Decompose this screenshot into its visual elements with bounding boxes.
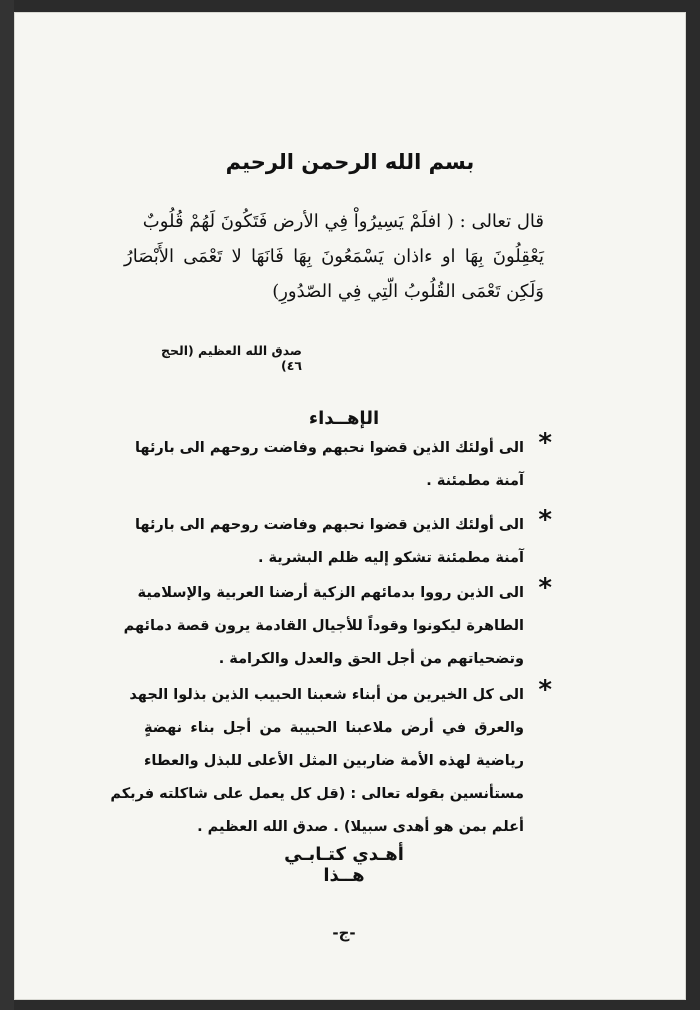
dedication-item bbox=[123, 573, 552, 676]
asterisk-bullet: * bbox=[538, 428, 552, 458]
dedication-line: أعلم بمن هو أهدى سبيلا) . صدق الله العظيم . bbox=[197, 819, 524, 835]
dedication-item bbox=[110, 675, 552, 844]
dedication-line: آمنة مطمئنة تشكو إليه ظلم البشرية . bbox=[257, 550, 524, 566]
verse-source: صدق الله العظيم (الحج ٤٦) bbox=[160, 343, 302, 373]
dedication-line: آمنة مطمئنة . bbox=[426, 473, 524, 489]
verse-line: يَعْقِلُونَ بِهَا او ءاذان يَسْمَعُونَ بِهَا فَانَهَا لا تَعْمَى الأَبْصَارُ bbox=[124, 246, 544, 267]
dedication-line: الى أولئك الذين قضوا نحبهم وفاضت روحهم الى بارئها bbox=[134, 517, 524, 533]
verse-line: قال تعالى : ( افلَمْ يَسِيرُواْ فِي الأرض فَتَكُونَ لَهُمْ قُلُوبٌ bbox=[142, 211, 544, 232]
scan-border bbox=[0, 0, 14, 1010]
quran-verse bbox=[124, 204, 544, 309]
dedication-title: الإهــداء bbox=[308, 408, 380, 429]
dedication-line: وتضحياتهم من أجل الحق والعدل والكرامة . bbox=[218, 651, 524, 667]
document-page bbox=[14, 12, 686, 1000]
dedication-line: والعرق في أرض ملاعبنا الحبيبة من أجل بناء نهضةٍ bbox=[144, 720, 524, 736]
dedication-line: الطاهرة ليكونوا وقوداً للأجيال القادمة يرون قصة دمائهم bbox=[123, 618, 524, 634]
dedication-signoff: أهـدي كتـابـي هــذا bbox=[284, 844, 404, 886]
dedication-line: الى كل الخيرين من أبناء شعبنا الحبيب الذين بذلوا الجهد bbox=[129, 687, 524, 703]
dedication-line: الى الذين رووا بدمائهم الزكية أرضنا العربية والإسلامية bbox=[137, 585, 524, 601]
dedication-line: رياضية لهذه الأمة ضاربين المثل الأعلى للبذل والعطاء bbox=[144, 753, 524, 769]
dedication-line: الى أولئك الذين قضوا نحبهم وفاضت روحهم الى بارئها bbox=[134, 440, 524, 456]
dedication-line: مستأنسين بقوله تعالى : (قل كل يعمل على شاكلته فربكم bbox=[110, 786, 524, 802]
verse-line: وَلَكِن تَعْمَى القُلُوبُ الّتِي فِي الصّدُورِ) bbox=[272, 281, 544, 302]
asterisk-bullet: * bbox=[538, 573, 552, 603]
page-number: -ج- bbox=[332, 924, 356, 942]
asterisk-bullet: * bbox=[538, 505, 552, 535]
dedication-item bbox=[134, 505, 552, 575]
basmala-heading: بسم الله الرحمن الرحيم bbox=[225, 150, 475, 174]
dedication-item bbox=[134, 428, 552, 498]
asterisk-bullet: * bbox=[538, 675, 552, 705]
